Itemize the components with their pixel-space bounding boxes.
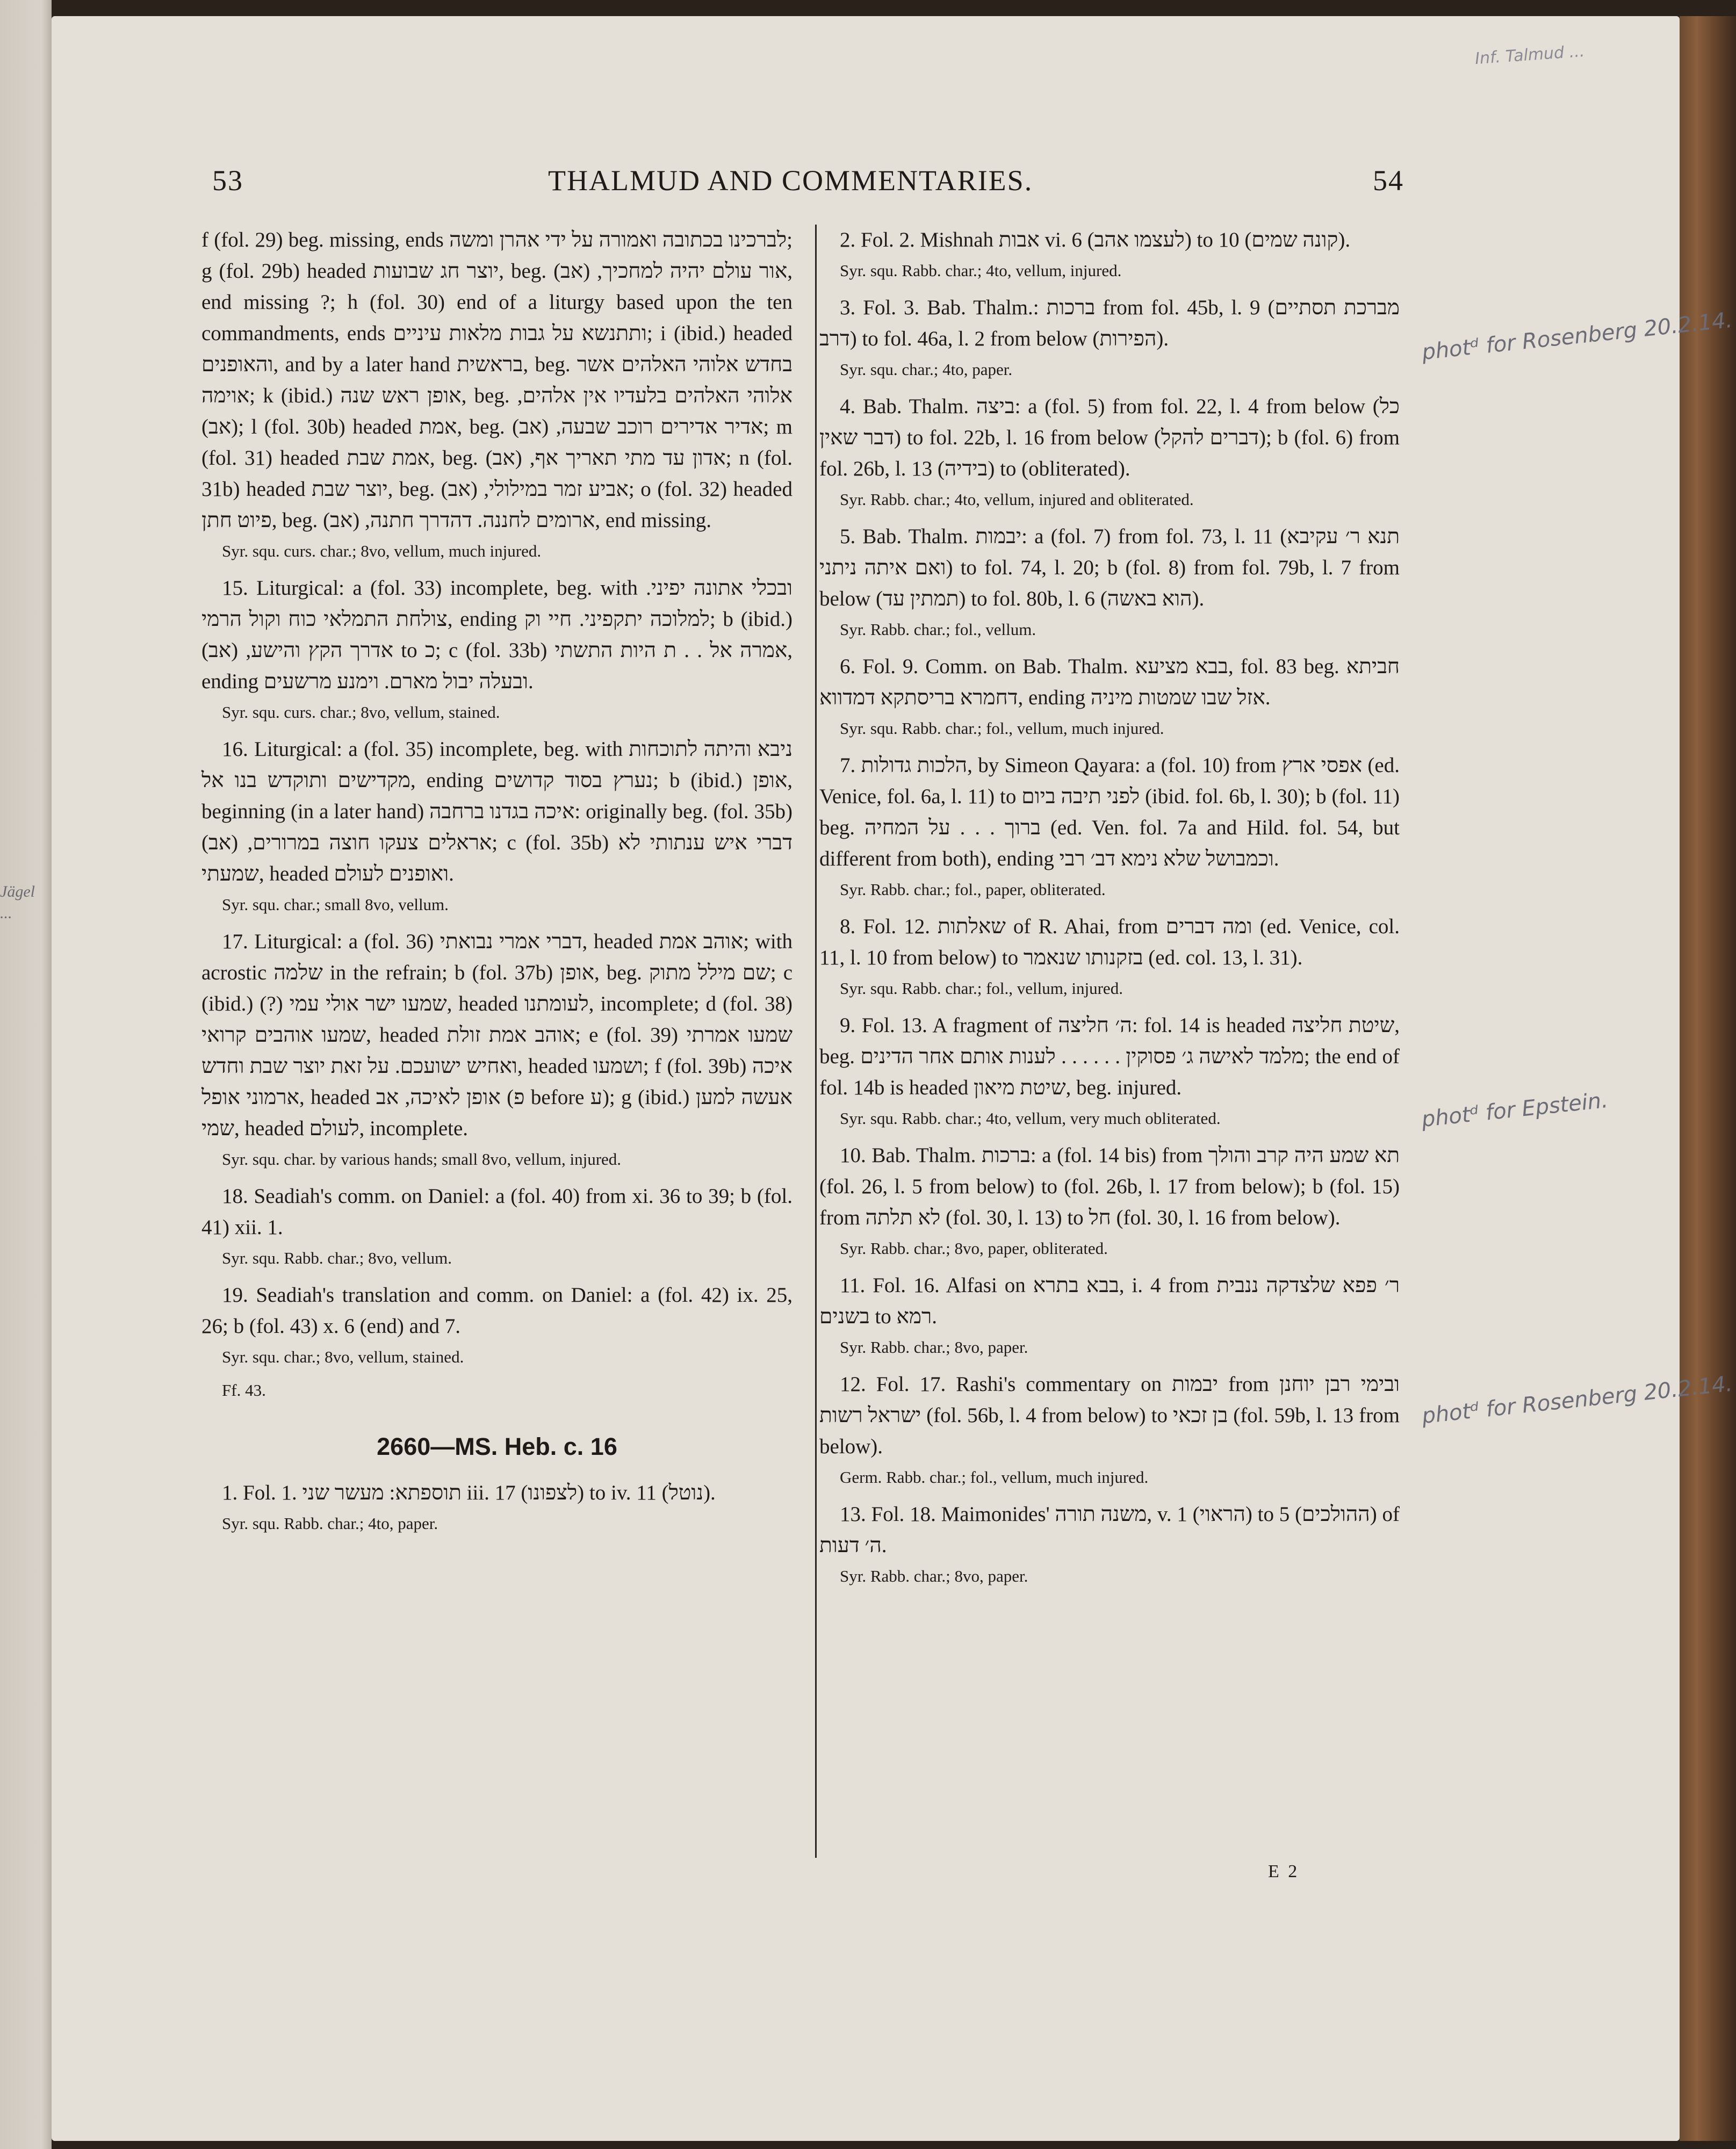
entry-note: Syr. Rabb. char.; 8vo, paper. (840, 1338, 1028, 1357)
entry-f: f (fol. 29) beg. missing, ends לברכינו בכתובה ואמורה על ידי אהרן ומשה; g (fol. 29b) headed יוצר חג שבועות, beg. אור עולם יהיה למחכיך, (אב), end missing ?; h (fol. 30) end of a liturgy based upon the ten commandments, ends ותתנשא על גבות מלאות עיניים; i (ibid.) headed והאופנים, and by a later hand בראשית, beg. בחדש אלוהי האלהים אשר אוימה; k (ibid.) אופן ראש שנה, beg. אלוהי האלהים בלעדיו אין אלהים, (אב); l (fol. 30b) headed אמת, beg. אדיר אדירים רוכב שבעה, (אב); m (fol. 31) headed אמת שבת, beg. אדון עד מתי תאריך אף, (אב); n (fol. 31b) headed יוצר שבת, beg. אביע זמר במילולי, (אב); o (fol. 32) headed פיוט חתן, beg. ארומים לחננה. דהדרך חתנה, (אב), end missing. (201, 228, 793, 532)
entry-note: Germ. Rabb. char.; fol., vellum, much injured. (840, 1468, 1149, 1487)
margin-note-rosenberg-2: photᵈ for Rosenberg 20.2.14. (1421, 1371, 1734, 1429)
entry-note: Syr. squ. Rabb. char.; 4to, vellum, injured. (840, 261, 1122, 280)
entry-note: Syr. squ. char.; 8vo, vellum, stained. (222, 1347, 464, 1366)
entry-6: 6. Fol. 9. Comm. on Bab. Thalm. בבא מציעא, fol. 83 beg. חביתא דחמרא בריסתקא דמדווא, ending אזל שבו שמטות מיניה. (819, 655, 1400, 709)
entry-18: 18. Seadiah's comm. on Daniel: a (fol. 40) from xi. 36 to 39; b (fol. 41) xii. 1. (201, 1185, 793, 1239)
entry-note: Syr. squ. Rabb. char.; 4to, paper. (222, 1514, 438, 1533)
entry-9: 9. Fol. 13. A fragment of ה׳ חליצה: fol. 14 is headed שיטת חליצה, beg. מלמד לאישה ג׳ פסוקין . . . . . . לענות אותם אחר הדינים; the end of fol. 14b is headed שיטת מיאון, beg. injured. (819, 1014, 1400, 1099)
entry-10: 10. Bab. Thalm. ברכות: a (fol. 14 bis) from תא שמע היה קרב והולך (fol. 26, l. 5 from below) to (fol. 26b, l. 17 from below); b (fol. 15) from לא תלתה (fol. 30, l. 13) to חל (fol. 30, l. 16 from below). (819, 1144, 1400, 1229)
entry-5: 5. Bab. Thalm. יבמות: a (fol. 7) from fol. 73, l. 11 (תנא ר׳ עקיבא ואם איתה ניתני) to fol. 74, l. 20; b (fol. 8) from fol. 79b, l. 7 from below (תמתין עד) to fol. 80b, l. 6 (הוא באשה). (819, 525, 1400, 610)
entry-note: Syr. squ. Rabb. char.; fol., vellum, much injured. (840, 719, 1164, 738)
entry-11: 11. Fol. 16. Alfasi on בבא בתרא, i. 4 from ר׳ פפא שלצדקה ננבית בשנים to רמא. (819, 1274, 1400, 1328)
entry-1: 1. Fol. 1. תוספתא: מעשר שני iii. 17 (לצפונו) to iv. 11 (נוטל). (222, 1481, 716, 1504)
margin-note-epstein: photᵈ for Epstein. (1420, 1087, 1609, 1133)
entry-12: 12. Fol. 17. Rashi's commentary on יבמות from ובימי רבן יוחנן ישראל רשות (fol. 56b, l. 4 from below) to בן זכאי (fol. 59b, l. 13 from below). (819, 1373, 1400, 1458)
entry-8: 8. Fol. 12. שאלתות of R. Ahai, from ומה דברים (ed. Venice, col. 11, l. 10 from below) to בזקנותו שנאמר (ed. col. 13, l. 31). (819, 915, 1400, 969)
entry-16: 16. Liturgical: a (fol. 35) incomplete, beg. with ניבא והיתה לתוכחות מקדישים ותוקדש בנו אל, ending נערץ בסוד קדושים; b (ibid.) אופן, beginning (in a later hand) איכה בגדנו ברחבה: originally beg. (fol. 35b) אראלים צעקו חוצה במרורים, (אב); c (fol. 35b) דברי איש ענתותי לא שמעתי, headed ואופנים לעולם. (201, 738, 793, 885)
signature-mark: E 2 (1268, 1862, 1300, 1881)
folio-count: Ff. 43. (222, 1381, 266, 1400)
page-title: THALMUD AND COMMENTARIES. (548, 164, 1033, 197)
column-divider (815, 225, 817, 1858)
entry-note: Syr. Rabb. char.; fol., paper, obliterated. (840, 880, 1106, 899)
entry-note: Syr. squ. Rabb. char.; 4to, vellum, very much obliterated. (840, 1109, 1221, 1128)
entry-note: Syr. Rabb. char.; 8vo, paper. (840, 1567, 1028, 1585)
page-number-left: 53 (212, 164, 243, 197)
entry-note: Syr. Rabb. char.; fol., vellum. (840, 620, 1036, 639)
running-header (0, 164, 1736, 207)
entry-15: 15. Liturgical: a (fol. 33) incomplete, beg. with ובכלי אתונה יפיני. צולחת התמלאי כוח וקול הרמי, ending למלוכה יתקפיני. חיי וק; b (ibid.) אדרך הקץ והישע, (אב) to כ; c (fol. 33b) אמרה אל . . ת היות התשתי, ending ובעלה יבול מארם. וימנע מרשעים. (201, 576, 793, 693)
entry-4: 4. Bab. Thalm. ביצה: a (fol. 5) from fol. 22, l. 4 from below (כל דבר שאין) to fol. 22b, l. 16 from below (דברים להקל); b (fol. 6) from fol. 26b, l. 13 (בידיה) to (obliterated). (819, 395, 1400, 480)
entry-note: Syr. Rabb. char.; 4to, vellum, injured and obliterated. (840, 490, 1194, 509)
entry-note: Syr. squ. curs. char.; 8vo, vellum, stained. (222, 703, 500, 722)
entry-19: 19. Seadiah's translation and comm. on Daniel: a (fol. 42) ix. 25, 26; b (fol. 43) x. 6 (end) and 7. (201, 1283, 793, 1338)
page-number-right: 54 (1373, 164, 1404, 197)
entry-2: 2. Fol. 2. Mishnah אבות vi. 6 (לעצמו אהב) to 10 (קונה שמים). (840, 228, 1351, 251)
entry-note: Syr. squ. char. by various hands; small 8vo, vellum, injured. (222, 1150, 622, 1169)
entry-17: 17. Liturgical: a (fol. 36) דברי אמרי נבואתי, headed אוהב אמת; with acrostic שלמה in the refrain; b (fol. 37b) אופן, beg. שם מילל מתוק; c (ibid.) (?) שמעו ישר אולי עמי, headed לעומתנו, incomplete; d (fol. 38) שמעו אוהבים קרואי, headed אוהב אמת זולת; e (fol. 39) שמעו אמרתי ואחיש ישועכם. על זאת יוצר שבת וחדש, headed ושמעו; f (fol. 39b) איכה ארמוני אופל, headed אופן לאיכה, אב (פ before ע); g (ibid.) אעשה למען שמי, headed לעולם, incomplete. (201, 930, 793, 1140)
entry-note: Syr. squ. Rabb. char.; fol., vellum, injured. (840, 979, 1123, 998)
manuscript-heading: 2660—MS. Heb. c. 16 (377, 1433, 617, 1460)
entry-note: Syr. squ. Rabb. char.; 8vo, vellum. (222, 1249, 452, 1267)
entry-note: Syr. Rabb. char.; 8vo, paper, obliterated. (840, 1239, 1108, 1258)
entry-note: Syr. squ. char.; 4to, paper. (840, 360, 1013, 379)
entry-7: 7. הלכות גדולות, by Simeon Qayara: a (fol. 10) from אפסי ארץ (ed. Venice, fol. 6a, l. 11) to לפני תיבה ביום (ibid. fol. 6b, l. 30); b (fol. 11) beg. ברוך . . . על המחיה (ed. Ven. fol. 7a and Hild. fol. 54, but different from both), ending וכמבושל שלא נימא דב׳ רבי. (819, 754, 1400, 870)
right-column (819, 225, 1400, 1598)
entry-note: Syr. squ. char.; small 8vo, vellum. (222, 895, 449, 914)
left-page-edge (0, 0, 52, 2149)
left-margin-note: Jägel ... (0, 883, 35, 922)
entry-note: Syr. squ. curs. char.; 8vo, vellum, much injured. (222, 542, 542, 560)
margin-note-rosenberg-1: photᵈ for Rosenberg 20.2.14. (1421, 307, 1734, 365)
entry-13: 13. Fol. 18. Maimonides' משנה תורה, v. 1 (הראוי) to 5 (ההולכים) of ה׳ דעות. (819, 1503, 1400, 1557)
top-pencil-note: Inf. Talmud ... (1474, 41, 1586, 69)
entry-3: 3. Fol. 3. Bab. Thalm.: ברכות from fol. 45b, l. 9 (מברכת תסתיים דרב) to fol. 46a, l. 2 from below (הפירות). (819, 296, 1400, 350)
left-column (201, 225, 793, 1545)
